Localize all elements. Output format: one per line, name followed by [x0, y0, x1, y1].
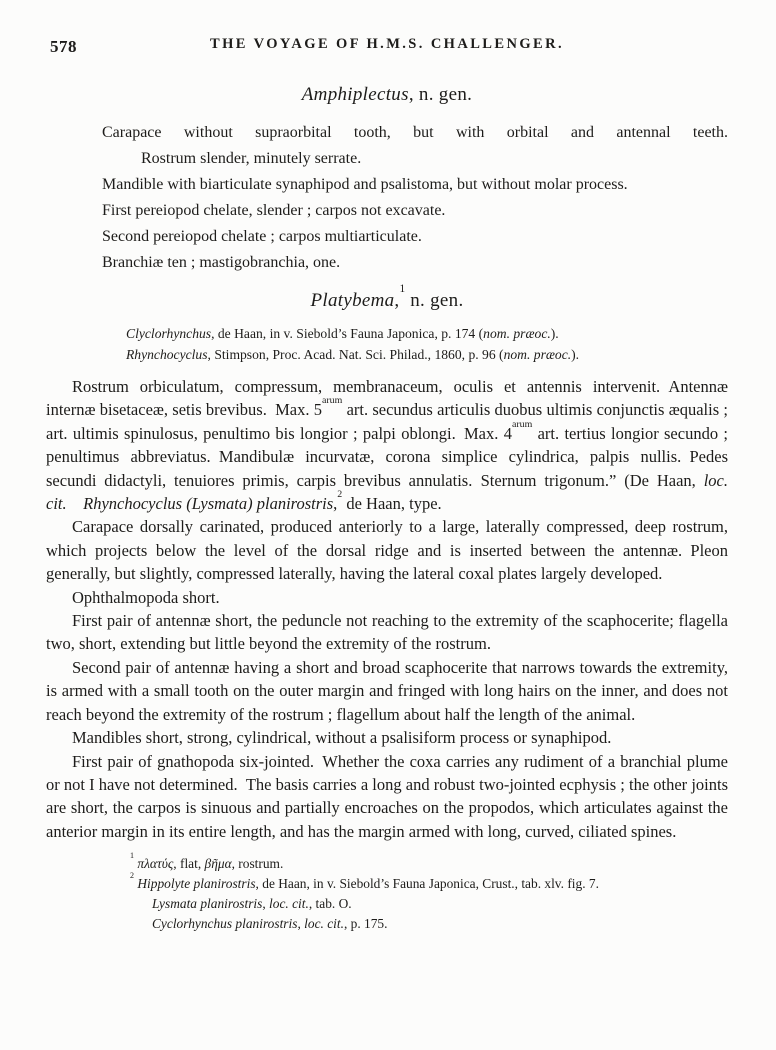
heading-platybema: Platybema,$^1$ n. gen.: [310, 283, 464, 311]
diagnosis-line: Carapace without supraorbital tooth, but with orbital and antennal teeth.: [102, 124, 728, 141]
footnote-2: $^2$ Hippolyte planirostris, de Haan, in v. Siebold’s Fauna Japonica, Crust., tab. xlv. fig. 7.: [130, 871, 599, 892]
page-number: 578: [50, 37, 77, 56]
running-title: THE VOYAGE OF H.M.S. CHALLENGER.: [210, 36, 564, 52]
footnote-2-continuation: Lysmata planirostris, loc. cit., tab. O.: [152, 896, 352, 912]
paragraph-latin-diagnosis: Rostrum orbiculatum, compressum, membranaceum, oculis et antennis intervenit. Antennæ internæ bisetaceæ, setis brevibus. Max. $5^{arum}$ art. secundus articulis duobus ultimis conjunctis æqualis ; art. ultimis spinulosus, penultimo bis longior ; palpi oblongi. Max. $4^{arum}$ art. tertius longior secundo ; penultimus abbreviatus. Mandibulæ incurvatæ, corona simplice cylindrica, palpis nullis. Pedes secundi didactyli, tenuiores primis, carpis brevibus annulatis. Sternum trigonum.” (De Haan, loc. cit. Rhynchocyclus (Lysmata) planirostris,$^2$ de Haan, type.: [46, 377, 728, 514]
synonymy-entry: Clyclorhynchus, de Haan, in v. Siebold’s Fauna Japonica, p. 174 (nom. præoc.).: [126, 326, 559, 341]
footnotes: [130, 851, 728, 934]
diagnosis-line: Second pereiopod chelate ; carpos multiarticulate.: [102, 228, 422, 245]
paragraph-gnathopoda: First pair of gnathopoda six-jointed. Whether the coxa carries any rudiment of a branchial plume or not I have not determined. The basis carries a long and robust two-jointed ecphysis ; the other joints are short, the carpos is sinuous and partially encroaches on the propodos, which articulates against the anterior margin in its entire length, and has the margin armed with long, curved, ciliated spines.: [46, 751, 728, 841]
footnote-2-continuation: Cyclorhynchus planirostris, loc. cit., p. 175.: [152, 916, 388, 932]
amphiplectus-diagnosis: [102, 120, 728, 276]
page-header: [46, 36, 728, 56]
diagnosis-line: First pereiopod chelate, slender ; carpos not excavate.: [102, 202, 446, 219]
paragraph-carapace: Carapace dorsally carinated, produced anteriorly to a large, laterally compressed, deep rostrum, which projects below the level of the dorsal ridge and is inserted between the antennæ. Pleon generally, but slightly, compressed laterally, having the lateral coxal plates largely developed.: [46, 517, 728, 584]
diagnosis-line: Mandible with biarticulate synaphipod and psalistoma, but without molar process.: [102, 176, 628, 193]
heading-amphiplectus: Amphiplectus, n. gen.: [301, 84, 473, 105]
synonymy-entry: Rhynchocyclus, Stimpson, Proc. Acad. Nat. Sci. Philad., 1860, p. 96 (nom. præoc.).: [126, 346, 580, 362]
body-text: [46, 375, 728, 843]
footnote-1: $^1$ πλατύς, flat, βῆμα, rostrum.: [130, 851, 284, 872]
paragraph-first-antennae: First pair of antennæ short, the peduncle not reaching to the extremity of the scaphocerite; flagella two, short, extending but little beyond the extremity of the rostrum.: [46, 611, 728, 654]
diagnosis-line: Rostrum slender, minutely serrate.: [141, 150, 362, 167]
paragraph-ophthalmopoda: Ophthalmopoda short.: [72, 587, 220, 607]
paragraph-second-antennae: Second pair of antennæ having a short and broad scaphocerite that narrows towards the extremity, is armed with a small tooth on the outer margin and fringed with long hairs on the inner, and does not reach beyond the extremity of the rostrum ; flagellum about half the length of the animal.: [46, 657, 728, 724]
diagnosis-line: Branchiæ ten ; mastigobranchia, one.: [102, 254, 341, 271]
synonymy-list: [126, 324, 728, 365]
paragraph-mandibles: Mandibles short, strong, cylindrical, without a psalisiform process or synaphipod.: [72, 728, 612, 748]
